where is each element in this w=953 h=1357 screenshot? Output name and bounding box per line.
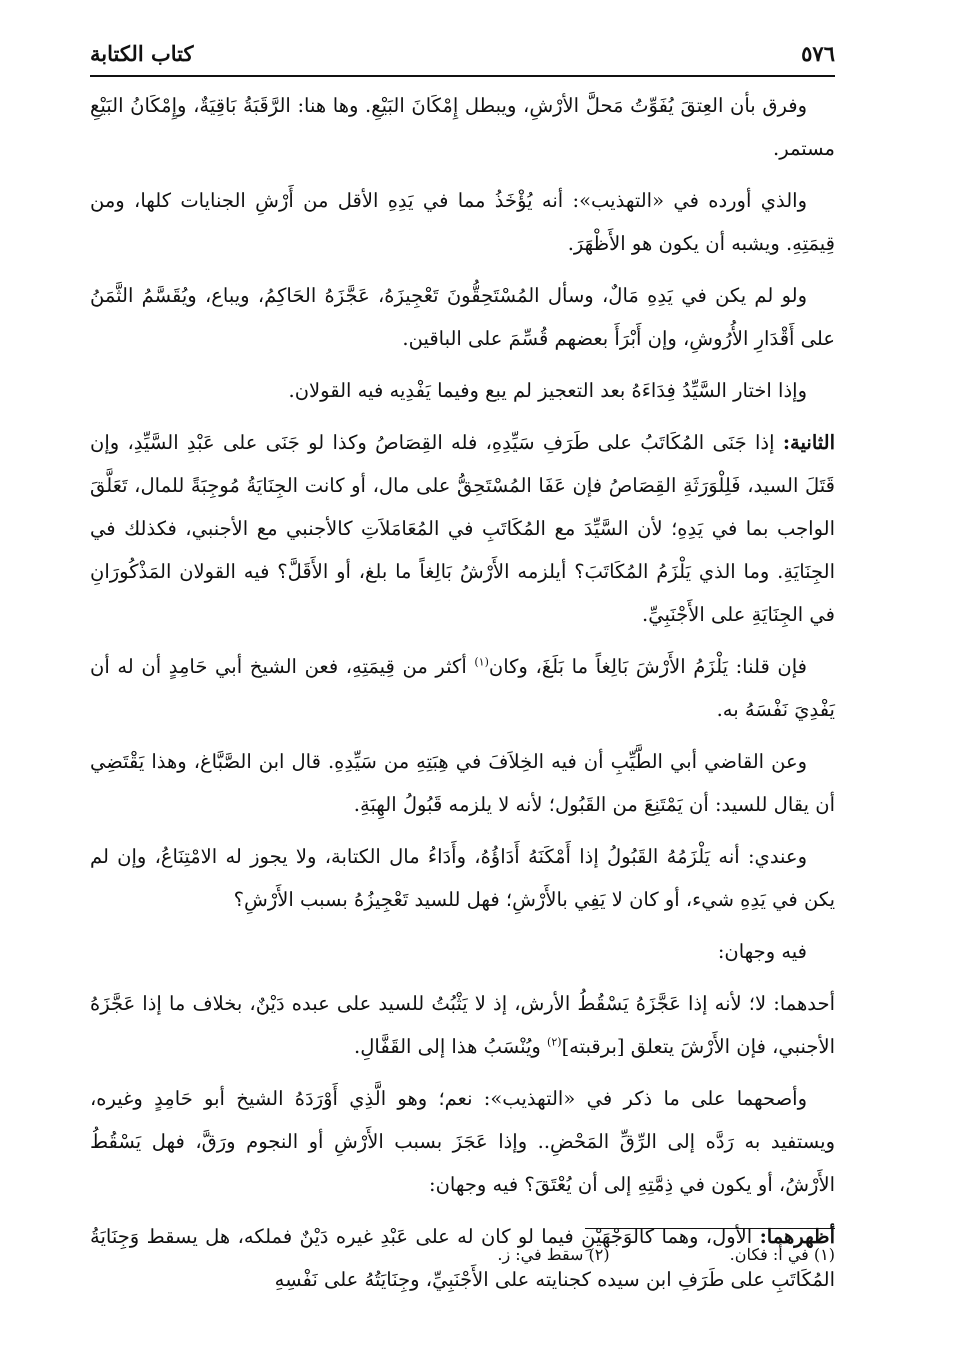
paragraph-text: ولو لم يكن في يَدِهِ مَالٌ، وسأل المُسْتَحِقُّونَ تَعْجِيزَهُ، عَجَّزَهُ الحَاكِمُ، ويباع، ويُقَسَّمُ الثَّمَنُ على أَقْدَارِ الأُرُوشِ، وإن أَبْرَأَ بعضهم قُسِّمَ على الباقين. — [90, 284, 835, 350]
paragraph-text: وعن القاضي أبي الطَّيِّبِ أن فيه الخِلاَفَ في هِبَتِهِ من سَيِّدِهِ. قال ابن الصَّبَّاغ، وهذا يَقْتَضِي أن يقال للسيد: أن يَمْتَنِعَ من القَبُول؛ لأنه لا يلزمه قَبُولُ الهِبَةِ. — [90, 750, 835, 816]
paragraph-text: فإن قلنا: يَلْزَمُ الأَرْشَ بَالِغاً ما بَلَغَ، وكان — [488, 655, 807, 678]
paragraph-11 — [90, 1077, 835, 1206]
paragraph-1 — [90, 84, 835, 170]
footnotes — [240, 1234, 835, 1274]
paragraph-9 — [90, 930, 835, 973]
paragraph-8 — [90, 835, 835, 921]
paragraph-text-tail: أكثر من قِيمَتِهِ، فعن الشيخ أبي حَامِدٍ أن له أن يَفْدِيَ نَفْسَهُ به. — [90, 655, 835, 721]
page-header — [90, 34, 835, 72]
footnote-text: في أ: فكان. — [729, 1244, 809, 1264]
paragraph-text: وإذا اختار السَّيِّدُ فِدَاءَهُ بعد التعجيز لم يبع وفيما يَفْدِيه فيه القولان. — [288, 379, 807, 402]
paragraph-7 — [90, 740, 835, 826]
paragraph-2 — [90, 179, 835, 265]
paragraph-text: والذي أورده في «التهذيب»: أنه يُؤْخَذُ مما في يَدِهِ الأقل من أَرْشِ الجنايات كلها، ومن قِيمَتِهِ. ويشبه أن يكون هو الأَظْهَرَ. — [90, 189, 835, 255]
paragraph-text: فيه وجهان: — [717, 940, 807, 963]
footnote-mark: (٢) — [588, 1244, 610, 1264]
footnote-mark: (١) — [813, 1244, 835, 1264]
paragraph-text: وفرق بأن العِتقَ يُفَوِّتُ مَحلَّ الأرْشِ، ويبطل إِمْكَانَ البَيْعِ. وها هنا: الرَّقَبَةُ بَاقِيَةٌ، وإِمْكَانُ البَيْعِ مستمر. — [90, 94, 835, 160]
footnote-1 — [730, 1245, 835, 1264]
paragraph-3 — [90, 274, 835, 360]
footnote-ref-1[interactable]: (١) — [474, 655, 489, 669]
section-lead: الثانية: — [782, 431, 836, 454]
main-text — [90, 84, 835, 1310]
section-lead: أظهرهما: — [759, 1225, 835, 1248]
paragraph-5 — [90, 421, 835, 636]
paragraph-text: وأصحهما على ما ذكر في «التهذيب»: نعم؛ وهو الَّذِي أَوْرَدَهُ الشيخ أبو حَامِدٍ وغيره، ويستفيد به رَدَّه إلى الرِّقِّ المَحْضِ.. وإذا عَجَزَ بسبب الأَرْشِ أو النجوم ورَقَّ، فهل يَسْقُطُ الأَرْشُ، أو يكون في ذِمَّتِهِ إلى أن يُعْتَقَ؟ فيه وجهان: — [90, 1087, 835, 1196]
book-title: كتاب الكتابة — [90, 40, 194, 66]
paragraph-10 — [90, 982, 835, 1068]
footnote-divider — [585, 1228, 835, 1229]
footnote-ref-2[interactable]: (٢) — [547, 1035, 562, 1049]
page-number: ٥٧٦ — [801, 40, 835, 66]
paragraph-4 — [90, 369, 835, 412]
footnote-text: سقط في: ز. — [497, 1244, 584, 1264]
paragraph-text: وعندي: أنه يَلْزَمُهُ القَبُولُ إذا أَمْكَنَهُ أَدَاؤُهُ، وأَدَاءُ مال الكتابة، ولا يجوز له الامْتِنَاعُ، وإن لم يكن في يَدِهِ شيء، أو كان لا يَفِي بالأَرْشِ؛ فهل للسيد تَعْجِيزُهُ بسبب الأَرْشِ؟ — [90, 845, 835, 911]
paragraph-text: إذا جَنَى المُكَاتَبُ على طَرَفِ سَيِّدِهِ، فله القِصَاصُ وكذا لو جَنَى على عَبْدِ السَّيِّدِ، وإن قَتَلَ السيد، فَلِلْوَرَثَةِ القِصَاصُ فإن عَفَا المُسْتَحِقُّ على مال، أو كانت الجِنَايَةُ مُوجِبَةً للمال، تَعَلَّقَ الواجب بما في يَدِهِ؛ لأن السَّيِّدَ مع المُكَاتَبِ في المُعَامَلاَتِ كالأجنبي مع الأجنبي، فكذلك في الجِنَايَةِ. وما الذي يَلْزَمُ المُكَاتَبَ؟ أيلزمه الأَرْشُ بَالِغاً ما بلغ، أو الأَقَلَّ؟ فيه القولان المَذْكُورَانِ في الجِنَايَةِ على الأَجْنَبِيِّ. — [90, 431, 835, 626]
paragraph-text: الأول، وهما كالوَجْهَيْنِ فيما لو كان له على عَبْدِ غيره دَيْنٌ فملكه، هل يسقط وَجِنَايَةُ المُكَاتَبِ على طَرَفِ ابن سيده كجنايته على الأَجْنَبِيِّ، وجِنَايَتُهُ على نَفْسِهِ — [90, 1225, 835, 1291]
paragraph-text-tail: ويُنْسَبُ هذا إلى القَفَّالِ. — [354, 1035, 548, 1058]
paragraph-text: أحدهما: لا؛ لأنه إذا عَجَّزَهُ يَسْقُطُ الأرش، إذ لا يَثْبُتُ للسيد على عبده دَيْنٌ، بخلاف ما إذا عَجَّزَهُ الأجنبي، فإن الأَرْشَ يتعلق [برقبته] — [90, 992, 835, 1058]
paragraph-6 — [90, 645, 835, 731]
footnote-2 — [497, 1245, 609, 1264]
header-divider — [90, 75, 835, 77]
